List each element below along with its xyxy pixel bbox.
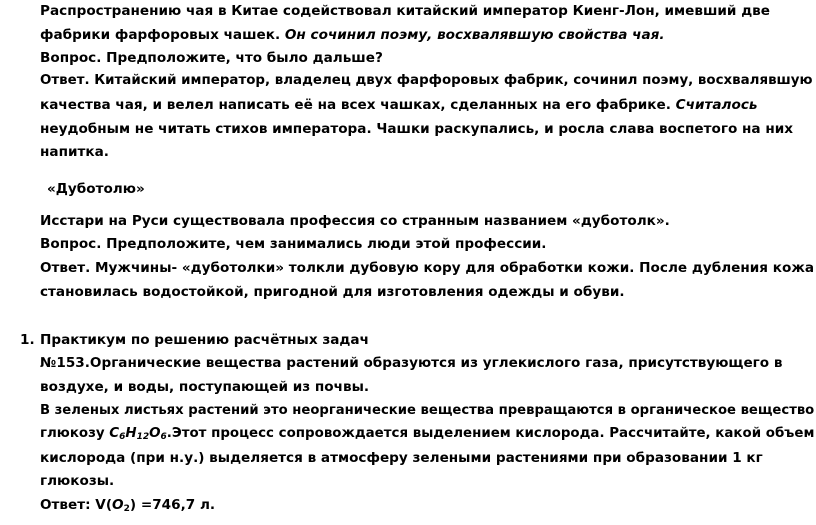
formula-h: H — [125, 426, 137, 441]
formula-o-count: 6 — [160, 432, 167, 442]
formula-c-count: 6 — [119, 432, 126, 442]
text-segment: Ответ. Мужчины- «дуботолки» толкли дубовую кору для обработки кожи. После дубления кожа — [40, 260, 815, 276]
heading-text: «Дуботолю» — [47, 181, 145, 197]
para1-line5 — [40, 96, 758, 114]
para1-line7 — [40, 143, 109, 161]
text-segment-italic: Считалось — [675, 97, 758, 113]
text-segment: .Этот процесс сопровождается выделением кислорода. Рассчитайте, какой объем — [166, 426, 815, 441]
text-segment: качества чая, и велел написать её на всех чашках, сделанных на его фабрике. — [40, 97, 671, 113]
task-line6 — [40, 472, 114, 490]
para2-line2 — [40, 235, 546, 253]
task-line1 — [40, 354, 782, 372]
text-segment: глюкозу — [40, 426, 110, 441]
answer-o: O — [112, 497, 124, 513]
para1-line4 — [40, 72, 813, 90]
section-title-text: Практикум по решению расчётных задач — [40, 332, 369, 348]
text-segment-italic: Он сочинил поэму, восхвалявшую свойства чая. — [284, 27, 665, 43]
task-answer — [40, 496, 215, 514]
task-line2 — [40, 378, 369, 396]
text-segment: Исстари на Руси существовала профессия со странным названием «дуботолк». — [40, 213, 670, 229]
text-segment: становилась водостойкой, пригодной для изготовления одежды и обуви. — [40, 284, 625, 300]
text-segment: В зеленых листьях растений это неорганические вещества превращаются в органическое вещество — [40, 403, 815, 418]
formula-glucose — [109, 426, 167, 441]
para1-line6 — [40, 120, 793, 138]
text-segment: воздухе, и воды, поступающей из почвы. — [40, 379, 370, 395]
text-segment: глюкозы. — [40, 473, 115, 489]
text-segment: Вопрос. Предположите, чем занимались люди этой профессии. — [40, 236, 547, 252]
text-segment: кислорода (при н.у.) выделяется в атмосферу зелеными растениями при образовании 1 кг — [40, 450, 763, 466]
para1-line2 — [40, 26, 665, 44]
task-line3 — [40, 402, 814, 420]
answer-o-count: 2 — [123, 504, 130, 514]
task-line5 — [40, 449, 763, 467]
para1-line3 — [40, 49, 383, 67]
para2-line1 — [40, 212, 670, 230]
text-segment: неудобным не читать стихов императора. Чашки раскупались, и росла слава воспетого на них — [40, 121, 793, 137]
answer-post: ) =746,7 л. — [129, 497, 216, 513]
task-number: №153. — [40, 355, 90, 371]
section-title — [40, 331, 369, 349]
formula-o: O — [149, 426, 161, 441]
formula-c: C — [109, 426, 120, 441]
text-segment: напитка. — [40, 144, 109, 160]
section-heading-dubotolu — [47, 180, 145, 198]
text-segment: Органические вещества растений образуются из углекислого газа, присутствующего в — [89, 355, 783, 371]
text-segment: Вопрос. Предположите, что было дальше? — [40, 50, 383, 66]
para2-line3 — [40, 259, 814, 277]
para2-line4 — [40, 283, 625, 301]
text-segment: Ответ. Китайский император, владелец двух фарфоровых фабрик, сочинил поэму, восхвалявшую — [40, 73, 813, 88]
answer-pre: Ответ: V( — [40, 497, 113, 513]
text-segment: фабрики фарфоровых чашек. — [40, 27, 281, 43]
formula-h-count: 12 — [136, 432, 150, 442]
text-segment: Распространению чая в Китае содействовал китайский император Киенг-Лон, имевший две — [40, 3, 770, 19]
task-line4 — [40, 425, 814, 443]
para1-line1 — [40, 2, 814, 20]
list-number: 1. — [20, 332, 35, 348]
